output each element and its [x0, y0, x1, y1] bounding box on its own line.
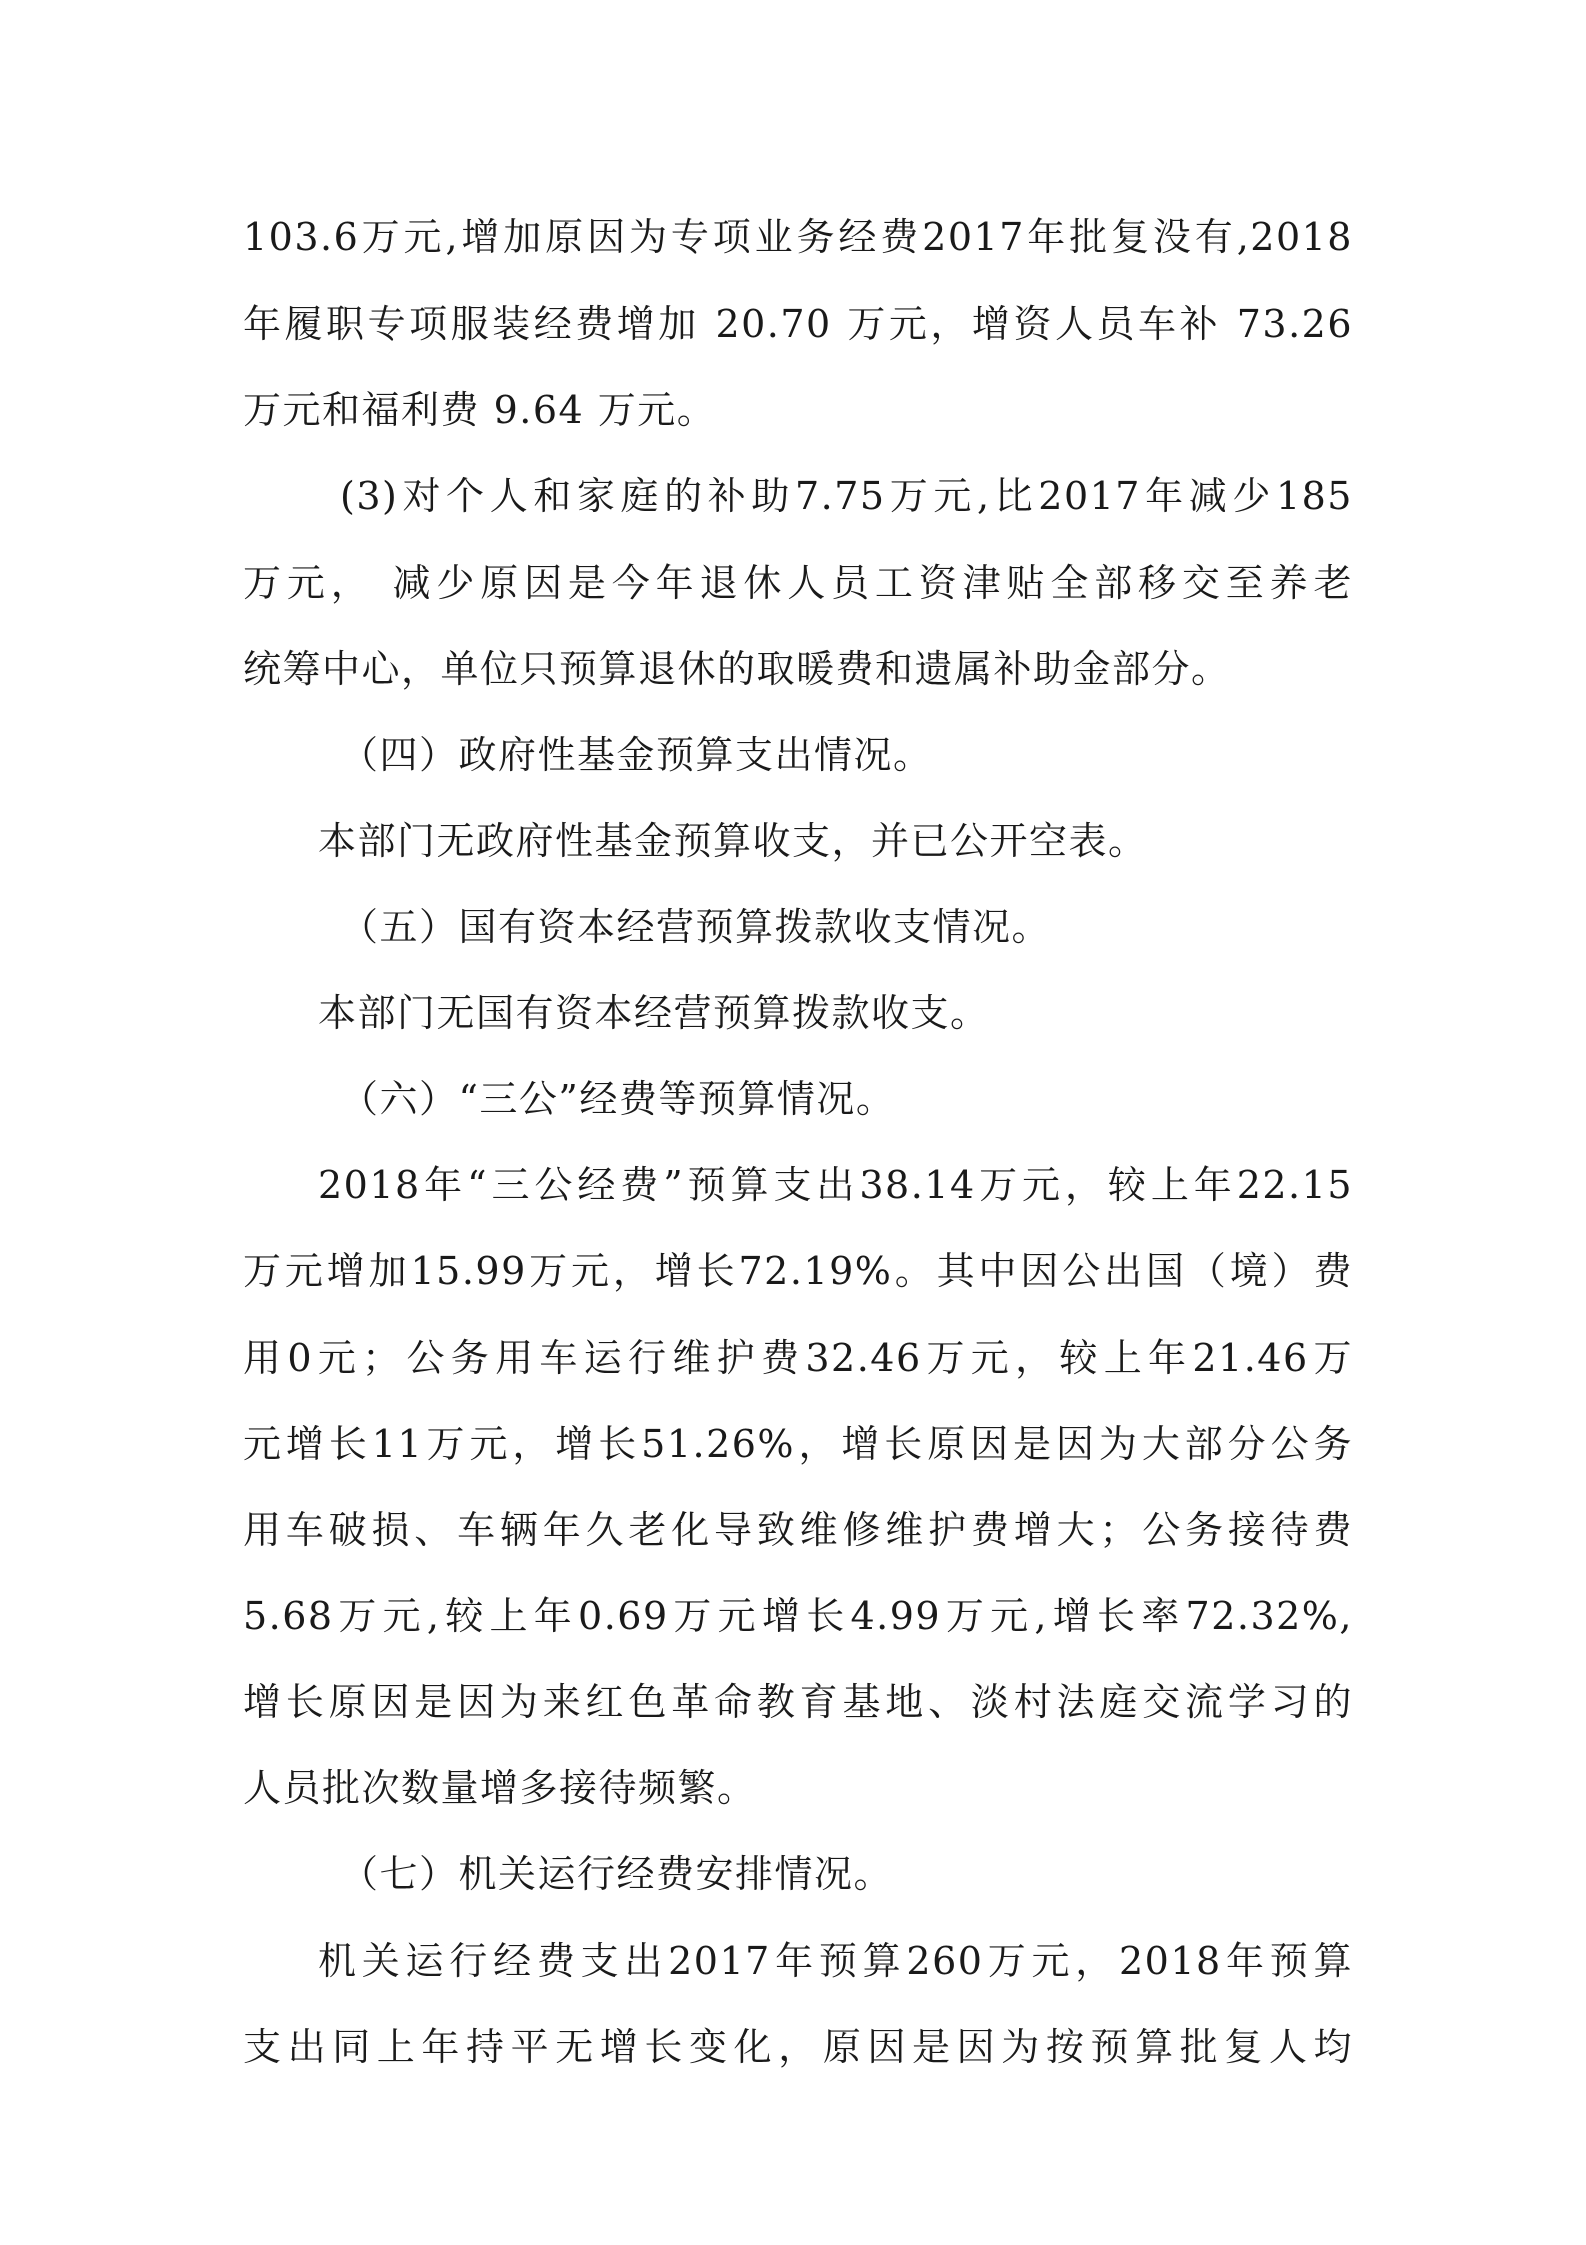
paragraph-line: 本部门无国有资本经营预算拨款收支。 [318, 991, 990, 1035]
paragraph-line: 本部门无政府性基金预算收支，并已公开空表。 [318, 819, 1148, 863]
paragraph-line: 用0元；公务用车运行维护费32.46万元，较上年21.46万 [243, 1336, 1353, 1380]
paragraph-line: 增长原因是因为来红色革命教育基地、淡村法庭交流学习的 [243, 1680, 1353, 1724]
paragraph-line: 万元和福利费 9.64 万元。 [243, 388, 717, 432]
paragraph-line: 人员批次数量增多接待频繁。 [243, 1766, 757, 1810]
paragraph-line: (3)对个人和家庭的补助7.75万元,比2017年减少185 [340, 474, 1353, 518]
paragraph-line: 103.6万元,增加原因为专项业务经费2017年批复没有,2018 [243, 215, 1353, 259]
paragraph-line: 用车破损、车辆年久老化导致维修维护费增大；公务接待费 [243, 1508, 1353, 1552]
section-heading: （六）“三公”经费等预算情况。 [340, 1077, 896, 1121]
paragraph-line: 统筹中心，单位只预算退休的取暖费和遗属补助金部分。 [243, 647, 1231, 691]
section-heading: （五）国有资本经营预算拨款收支情况。 [340, 905, 1052, 949]
paragraph-line: 5.68万元,较上年0.69万元增长4.99万元,增长率72.32%, [243, 1594, 1353, 1638]
paragraph-line: 机关运行经费支出2017年预算260万元，2018年预算 [318, 1939, 1353, 1983]
paragraph-line: 支出同上年持平无增长变化，原因是因为按预算批复人均 [243, 2025, 1353, 2069]
section-heading: （四）政府性基金预算支出情况。 [340, 733, 933, 777]
paragraph-line: 2018年“三公经费”预算支出38.14万元，较上年22.15 [318, 1163, 1353, 1207]
paragraph-line: 万元增加15.99万元，增长72.19%。其中因公出国（境）费 [243, 1249, 1353, 1293]
paragraph-line: 年履职专项服装经费增加 20.70 万元，增资人员车补 73.26 [243, 302, 1353, 346]
paragraph-line: 万元， 减少原因是今年退休人员工资津贴全部移交至养老 [243, 561, 1353, 605]
paragraph-line: 元增长11万元，增长51.26%，增长原因是因为大部分公务 [243, 1422, 1353, 1466]
section-heading: （七）机关运行经费安排情况。 [340, 1852, 894, 1896]
